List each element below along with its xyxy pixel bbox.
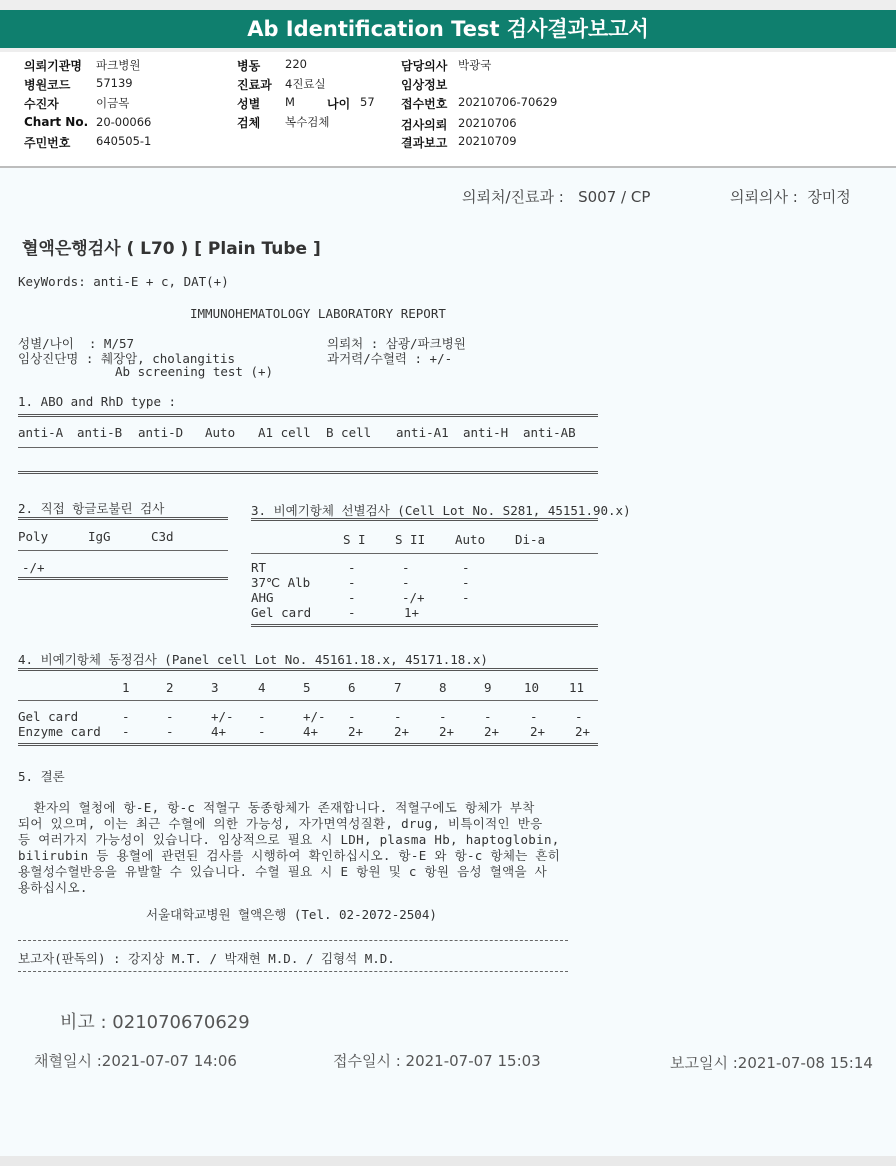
- resident-label: 주민번호: [24, 136, 71, 150]
- sec4-cell: 2+: [484, 724, 500, 739]
- diagnosis-line-2: Ab screening test (+): [115, 364, 274, 379]
- dept-label: 진료과: [237, 78, 272, 92]
- sec4-cell: -: [484, 709, 492, 724]
- sec3-cell: -/+: [402, 590, 425, 605]
- sec4-cell: -: [575, 709, 583, 724]
- sec3-header: S I: [343, 532, 366, 547]
- sec4-cell: -: [122, 709, 130, 724]
- divider: [18, 940, 568, 941]
- report-datetime: 보고일시 :2021-07-08 15:14: [670, 1054, 873, 1072]
- sec4-row-label: Gel card: [18, 709, 79, 724]
- req-date-value: 20210706: [458, 116, 517, 130]
- sec4-cell: -: [122, 724, 130, 739]
- sec3-cell: -: [462, 575, 470, 590]
- conclusion-line: bilirubin 등 용혈에 관련된 검사를 시행하여 확인하십시오. 항-E 와 항-c 항체는 흔히: [18, 848, 561, 863]
- conclusion-line: 용혈성수혈반응을 유발할 수 있습니다. 수혈 필요 시 E 항원 및 c 항원 음성 혈액을 사: [18, 864, 548, 879]
- hosp-code-label: 병원코드: [24, 78, 71, 92]
- sec3-cell: -: [348, 560, 356, 575]
- sec3-header: S II: [395, 532, 426, 547]
- sec4-col: 3: [211, 680, 219, 695]
- history-line: 과거력/수혈력 : +/-: [327, 351, 453, 366]
- collection-datetime: 채혈일시 :2021-07-07 14:06: [34, 1052, 237, 1070]
- sec4-cell: -: [258, 724, 266, 739]
- divider: [18, 668, 598, 671]
- sec1-header: anti-A: [18, 425, 64, 440]
- sec1-header: Auto: [205, 425, 236, 440]
- sec4-cell: 4+: [211, 724, 227, 739]
- resident-value: 640505-1: [96, 134, 152, 148]
- sec3-title: 3. 비예기항체 선별검사 (Cell Lot No. S281, 45151.90.x): [251, 503, 631, 518]
- keywords: KeyWords: anti-E + c, DAT(+): [18, 274, 229, 289]
- sec4-cell: 2+: [575, 724, 591, 739]
- sec4-col: 5: [303, 680, 311, 695]
- sec2-header: C3d: [151, 529, 174, 544]
- sec4-cell: -: [348, 709, 356, 724]
- sec2-header: IgG: [88, 529, 111, 544]
- doctor-label: 담당의사: [401, 59, 448, 73]
- divider: [18, 447, 598, 448]
- specimen-value: 복수검체: [285, 115, 330, 129]
- sec3-row-label: AHG: [251, 590, 274, 605]
- conclusion-line: 등 여러가지 가능성이 있습니다. 임상적으로 필요 시 LDH, plasma Hb, haptoglobin,: [18, 832, 560, 847]
- sec4-cell: -: [394, 709, 402, 724]
- sec4-cell: -: [530, 709, 538, 724]
- age-label: 나이: [327, 97, 351, 111]
- sec4-col: 2: [166, 680, 174, 695]
- sec3-row-label: Gel card: [251, 605, 312, 620]
- sec1-header: B cell: [326, 425, 372, 440]
- report-banner-title: Ab Identification Test 검사결과보고서: [0, 10, 896, 48]
- diagnosis-line: 임상진단명 : 췌장암, cholangitis: [18, 351, 236, 366]
- sec4-cell: -: [439, 709, 447, 724]
- ward-label: 병동: [237, 59, 261, 73]
- sec4-cell: +/-: [303, 709, 326, 724]
- divider: [18, 577, 228, 580]
- sec4-title: 4. 비예기항체 동정검사 (Panel cell Lot No. 45161.18.x, 45171.18.x): [18, 652, 488, 667]
- sec4-cell: 4+: [303, 724, 319, 739]
- divider: [18, 517, 228, 520]
- sec2-header: Poly: [18, 529, 49, 544]
- sec1-header: anti-B: [77, 425, 123, 440]
- sec4-col: 6: [348, 680, 356, 695]
- receipt-datetime: 접수일시 : 2021-07-07 15:03: [333, 1052, 541, 1070]
- sec4-cell: -: [258, 709, 266, 724]
- divider: [18, 971, 568, 972]
- sec3-header: Di-a: [515, 532, 546, 547]
- report-document: [0, 168, 896, 1156]
- req-date-label: 검사의뢰: [401, 118, 448, 132]
- reporter-line: 보고자(판독의) : 강지상 M.T. / 박재현 M.D. / 김형석 M.D.: [18, 951, 395, 966]
- sec3-cell: -: [462, 590, 470, 605]
- report-date-value: 20210709: [458, 134, 517, 148]
- sec1-title: 1. ABO and RhD type :: [18, 394, 177, 409]
- divider: [18, 414, 598, 417]
- sec4-cell: 2+: [394, 724, 410, 739]
- divider: [18, 550, 228, 551]
- divider: [18, 743, 598, 746]
- patient-info-panel: [0, 52, 896, 168]
- sec4-cell: 2+: [348, 724, 364, 739]
- chart-label: Chart No.: [24, 115, 89, 129]
- patient-label: 수진자: [24, 97, 59, 111]
- sec4-cell: 2+: [530, 724, 546, 739]
- receipt-label: 접수번호: [401, 97, 448, 111]
- sec5-title: 5. 결론: [18, 769, 65, 784]
- sec4-col: 7: [394, 680, 402, 695]
- sec3-cell: 1+: [404, 605, 420, 620]
- header-bar: [0, 0, 896, 60]
- sec1-header: A1 cell: [258, 425, 311, 440]
- dept-line: 의뢰처/진료과 : S007 / CP: [462, 188, 651, 206]
- report-date-label: 결과보고: [401, 136, 448, 150]
- sec4-col: 9: [484, 680, 492, 695]
- requester-line: 의뢰처 : 삼광/파크병원: [327, 336, 466, 351]
- page-bottom-border: [0, 1156, 896, 1166]
- divider: [251, 624, 598, 627]
- sec1-header: anti-AB: [523, 425, 576, 440]
- lab-report-title: IMMUNOHEMATOLOGY LABORATORY REPORT: [190, 306, 446, 321]
- sex-value: M: [285, 95, 295, 109]
- divider: [18, 471, 598, 474]
- req-org-value: 파크병원: [96, 58, 141, 72]
- doctor-value: 박광국: [458, 58, 492, 72]
- sec3-cell: -: [402, 575, 410, 590]
- divider: [251, 518, 598, 521]
- sec4-cell: +/-: [211, 709, 234, 724]
- divider: [251, 553, 598, 554]
- sec4-col: 1: [122, 680, 130, 695]
- chart-value: 20-00066: [96, 115, 152, 129]
- test-title: 혈액은행검사 ( L70 ) [ Plain Tube ]: [22, 239, 321, 259]
- conclusion-line: 환자의 혈청에 항-E, 항-c 적혈구 동종항체가 존재합니다. 적혈구에도 항체가 부착: [18, 800, 535, 815]
- sec3-row-label: 37℃ Alb: [251, 575, 311, 590]
- sec3-row-label: RT: [251, 560, 267, 575]
- clinical-label: 임상정보: [401, 78, 448, 92]
- sec3-header: Auto: [455, 532, 486, 547]
- sec4-col: 4: [258, 680, 266, 695]
- sec1-header: anti-A1: [396, 425, 449, 440]
- remark: 비고 : 021070670629: [60, 1012, 250, 1033]
- patient-value: 이금목: [96, 96, 130, 110]
- sec3-cell: -: [348, 590, 356, 605]
- sex-age-line: 성별/나이 : M/57: [18, 336, 135, 351]
- sec1-header: anti-H: [463, 425, 509, 440]
- conclusion-line: 용하십시오.: [18, 880, 88, 895]
- sec3-cell: -: [402, 560, 410, 575]
- hosp-code-value: 57139: [96, 76, 133, 90]
- sec3-cell: -: [462, 560, 470, 575]
- divider: [18, 700, 598, 701]
- dept-value: 4진료실: [285, 77, 326, 91]
- requesting-doctor-line: 의뢰의사 : 장미정: [730, 188, 851, 206]
- sec4-col: 11: [569, 680, 585, 695]
- blood-bank-contact: 서울대학교병원 혈액은행 (Tel. 02-2072-2504): [146, 907, 437, 922]
- sec4-cell: 2+: [439, 724, 455, 739]
- receipt-value: 20210706-70629: [458, 95, 558, 109]
- sec4-cell: -: [166, 709, 174, 724]
- req-org-label: 의뢰기관명: [24, 59, 82, 73]
- sec4-col: 10: [524, 680, 540, 695]
- sec3-cell: -: [348, 605, 356, 620]
- dat-result: -/+: [22, 560, 45, 575]
- sec3-cell: -: [348, 575, 356, 590]
- sec4-row-label: Enzyme card: [18, 724, 101, 739]
- specimen-label: 검체: [237, 116, 261, 130]
- ward-value: 220: [285, 57, 307, 71]
- sec2-title: 2. 직접 항글로불린 검사: [18, 501, 165, 516]
- conclusion-line: 되어 있으며, 이는 최근 수혈에 의한 가능성, 자가면역성질환, drug, 비특이적인 반응: [18, 816, 543, 831]
- sec4-cell: -: [166, 724, 174, 739]
- age-value: 57: [360, 95, 375, 109]
- sex-label: 성별: [237, 97, 261, 111]
- sec4-col: 8: [439, 680, 447, 695]
- sec1-header: anti-D: [138, 425, 184, 440]
